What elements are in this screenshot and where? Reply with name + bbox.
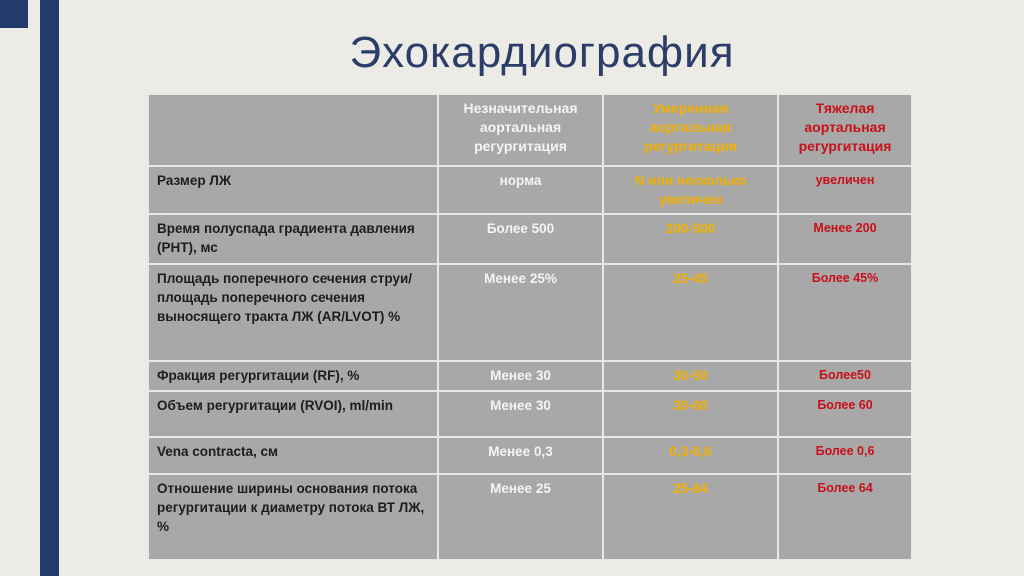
left-accent-bar: [40, 0, 59, 576]
cell-severe: Более50: [778, 361, 912, 391]
row-label: Vena contracta, см: [148, 437, 438, 473]
header-mild: Незначительная аортальная регургитация: [438, 94, 603, 166]
table-row: [148, 166, 912, 214]
row-label: Площадь поперечного сечения струи/площадь поперечного сечения выносящего тракта ЛЖ (AR/LVOT) %: [148, 264, 438, 360]
row-label: Размер ЛЖ: [148, 166, 438, 214]
slide-title: Эхокардиография: [349, 28, 735, 77]
table-row: [148, 214, 912, 264]
header-empty-cell: [148, 94, 438, 166]
cell-moderate: 25-64: [603, 474, 778, 560]
cell-severe: Более 64: [778, 474, 912, 560]
cell-moderate: 25-45: [603, 264, 778, 360]
cell-moderate: 30-50: [603, 361, 778, 391]
cell-mild: Более 500: [438, 214, 603, 264]
row-label: Объем регургитации (RVOI), ml/min: [148, 391, 438, 437]
table-row: [148, 391, 912, 437]
row-label: Время полуспада градиента давления (PHT), мс: [148, 214, 438, 264]
aortic-regurgitation-table: [147, 93, 913, 561]
cell-mild: норма: [438, 166, 603, 214]
cell-moderate: N или несколько увеличен: [603, 166, 778, 214]
cell-mild: Менее 25: [438, 474, 603, 560]
table-row: [148, 437, 912, 473]
cell-moderate: 200-500: [603, 214, 778, 264]
comparison-table-container: [147, 93, 911, 561]
cell-moderate: 0,3-0,6: [603, 437, 778, 473]
header-severe: Тяжелая аортальная регургитация: [778, 94, 912, 166]
cell-mild: Менее 30: [438, 361, 603, 391]
row-label: Фракция регургитации (RF), %: [148, 361, 438, 391]
cell-mild: Менее 0,3: [438, 437, 603, 473]
cell-mild: Менее 25%: [438, 264, 603, 360]
table-header-row: [148, 94, 912, 166]
corner-square-decoration: [0, 0, 28, 28]
cell-severe: Более 45%: [778, 264, 912, 360]
cell-severe: Более 0,6: [778, 437, 912, 473]
cell-severe: Более 60: [778, 391, 912, 437]
cell-severe: Менее 200: [778, 214, 912, 264]
row-label: Отношение ширины основания потока регургитации к диаметру потока ВТ ЛЖ, %: [148, 474, 438, 560]
table-row: [148, 264, 912, 360]
table-row: [148, 474, 912, 560]
cell-moderate: 30-60: [603, 391, 778, 437]
table-row: [148, 361, 912, 391]
header-moderate: Умеренная аортальная регургитация: [603, 94, 778, 166]
cell-mild: Менее 30: [438, 391, 603, 437]
cell-severe: увеличен: [778, 166, 912, 214]
